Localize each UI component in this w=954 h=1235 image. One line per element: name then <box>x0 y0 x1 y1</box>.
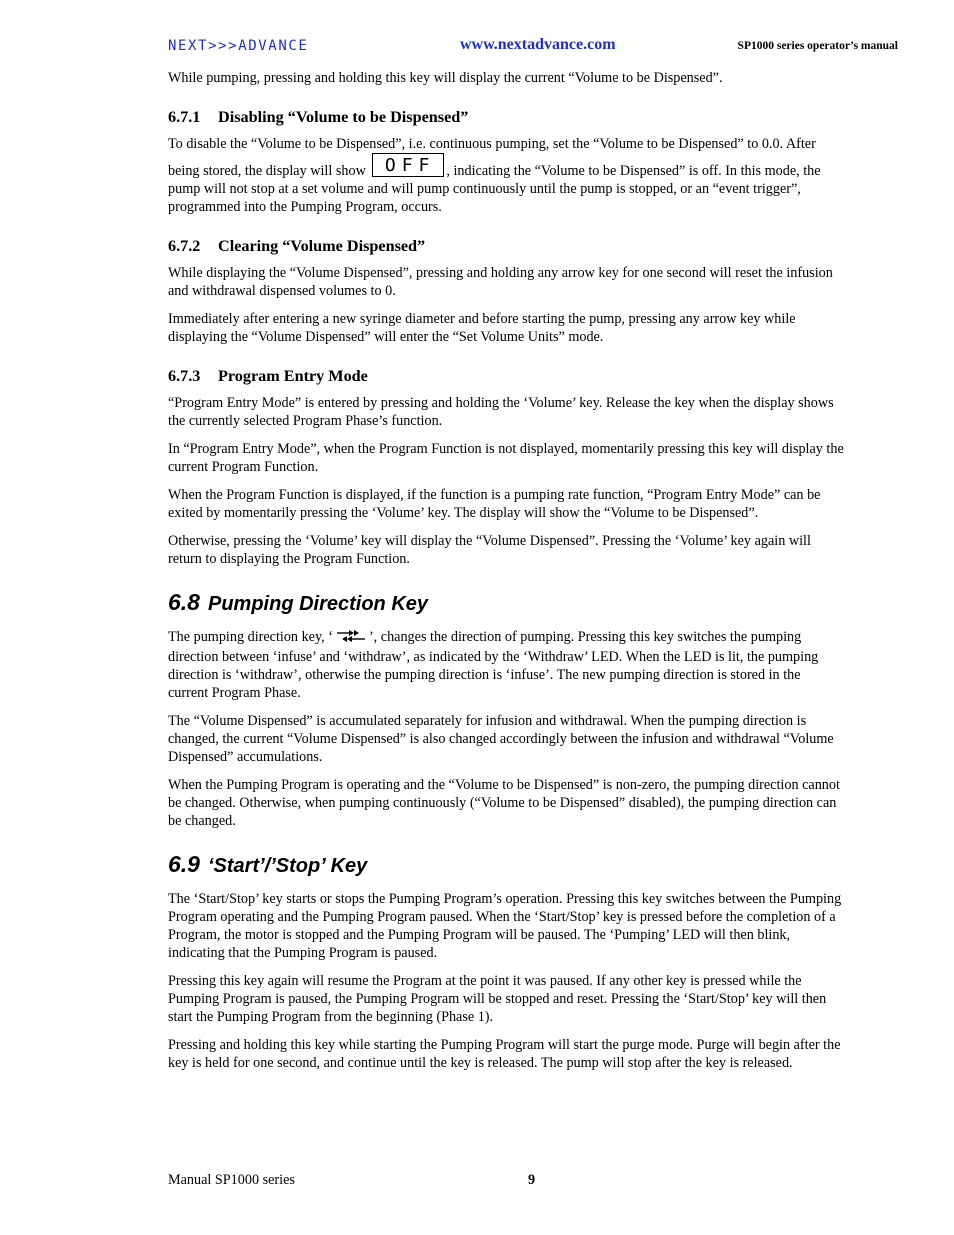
intro-paragraph: While pumping, pressing and holding this key will display the current “Volume to be Dispensed”. <box>168 70 723 86</box>
footer-manual-name: Manual SP1000 series <box>168 1172 295 1188</box>
section-title: Clearing “Volume Dispensed” <box>218 237 426 255</box>
direction-arrows-icon <box>335 629 367 648</box>
section-title: ‘Start’/’Stop’ Key <box>207 855 368 877</box>
section-heading-6-7-3 <box>168 366 844 386</box>
section-title: Program Entry Mode <box>218 367 368 385</box>
section-number: 6.9 <box>168 851 200 877</box>
paragraph-6-8 <box>168 628 844 702</box>
lcd-text: OFF <box>384 155 436 176</box>
section-number: 6.7.2 <box>168 237 201 255</box>
section-number: 6.7.1 <box>168 108 201 126</box>
paragraph: The “Volume Dispensed” is accumulated separately for infusion and withdrawal. When the pumping direction is changed, the current “Volume Dispensed” is also changed accordingly between the infusion and withdrawal “Volume Dispensed” accumulations. <box>168 713 834 765</box>
section-number: 6.8 <box>168 589 200 615</box>
paragraph-text: The pumping direction key, ‘ <box>168 629 333 645</box>
paragraph: When the Pumping Program is operating and the “Volume to be Dispensed” is non-zero, the pumping direction cannot be changed. Otherwise, when pumping continuously (“Volume to be Dispensed” disabled), the pumping direction can be changed. <box>168 777 840 829</box>
paragraph-text-tail: ’, changes the direction of pumping. Pressing this key switches the pumping direction between ‘infuse’ and ‘withdraw’, as indicated by the ‘Withdraw’ LED. When the LED is lit, the pumping direction is ‘withdraw’, otherwise the pumping direction is ‘infuse’. The new pumping direction is stored in the current Program Phase. <box>168 629 819 701</box>
section-number: 6.7.3 <box>168 367 201 385</box>
website-link[interactable]: www.nextadvance.com <box>460 36 616 53</box>
page-header <box>168 36 898 60</box>
paragraph: The ‘Start/Stop’ key starts or stops the Pumping Program’s operation. Pressing this key switches between the Pumping Program operating and the Pumping Program paused. When the ‘Start/Stop’ key is pressed before the completion of a Program, the motor is stopped and the Pumping Program will be paused. The ‘Pumping’ LED will then blink, indicating that the Pumping Program is paused. <box>168 891 842 961</box>
manual-title: SP1000 series operator’s manual <box>737 40 898 52</box>
paragraph: Immediately after entering a new syringe diameter and before starting the pump, pressing any arrow key while displaying the “Volume Dispensed” will enter the “Set Volume Units” mode. <box>168 311 796 345</box>
paragraph: Otherwise, pressing the ‘Volume’ key will display the “Volume Dispensed”. Pressing the ‘Volume’ key again will return to displaying the Program Function. <box>168 533 811 567</box>
section-heading-6-8 <box>168 590 844 616</box>
section-title: Pumping Direction Key <box>207 593 429 615</box>
section-heading-6-7-2 <box>168 236 844 256</box>
paragraph: Pressing and holding this key while starting the Pumping Program will start the purge mode. Purge will begin after the key is held for one second, and continue until the key is released. The pump will stop after the key is released. <box>168 1037 841 1071</box>
section-heading-6-7-1 <box>168 107 844 127</box>
paragraph-text: To disable the “Volume to be Dispensed”, i.e. continuous pumping, set the “Volume to be Dispensed” to 0.0. After being stored, the display will show <box>168 136 816 179</box>
page-content <box>168 69 844 1082</box>
paragraph-6-7-1 <box>168 135 844 216</box>
section-heading-6-9 <box>168 852 844 878</box>
lcd-display-icon <box>372 153 444 177</box>
paragraph: Pressing this key again will resume the Program at the point it was paused. If any other key is pressed while the Pumping Program is paused, the Pumping Program will be stopped and reset. Pressing the ‘Start/Stop’ key will then start the Pumping Program from the beginning (Phase 1). <box>168 973 827 1025</box>
paragraph: In “Program Entry Mode”, when the Program Function is not displayed, momentarily pressing this key will display the current Program Function. <box>168 441 844 475</box>
section-title: Disabling “Volume to be Dispensed” <box>218 108 469 126</box>
paragraph: When the Program Function is displayed, if the function is a pumping rate function, “Program Entry Mode” can be exited by momentarily pressing the ‘Volume’ key. The display will show the “Volume to be Dispensed”. <box>168 487 821 521</box>
paragraph: While displaying the “Volume Dispensed”, pressing and holding any arrow key for one second will reset the infusion and withdrawal dispensed volumes to 0. <box>168 265 833 299</box>
paragraph-text-tail: , indicating the “Volume to be Dispensed” is off. In this mode, the pump will not stop at a set volume and will pump continuously until the pump is stopped, or an “event trigger”, programmed into the Pumping Program, occurs. <box>168 163 821 215</box>
page-number: 9 <box>528 1172 536 1188</box>
brand-logo: NEXT>>>ADVANCE <box>168 38 309 54</box>
paragraph: “Program Entry Mode” is entered by pressing and holding the ‘Volume’ key. Release the key when the display shows the currently selected Program Phase’s function. <box>168 395 834 429</box>
